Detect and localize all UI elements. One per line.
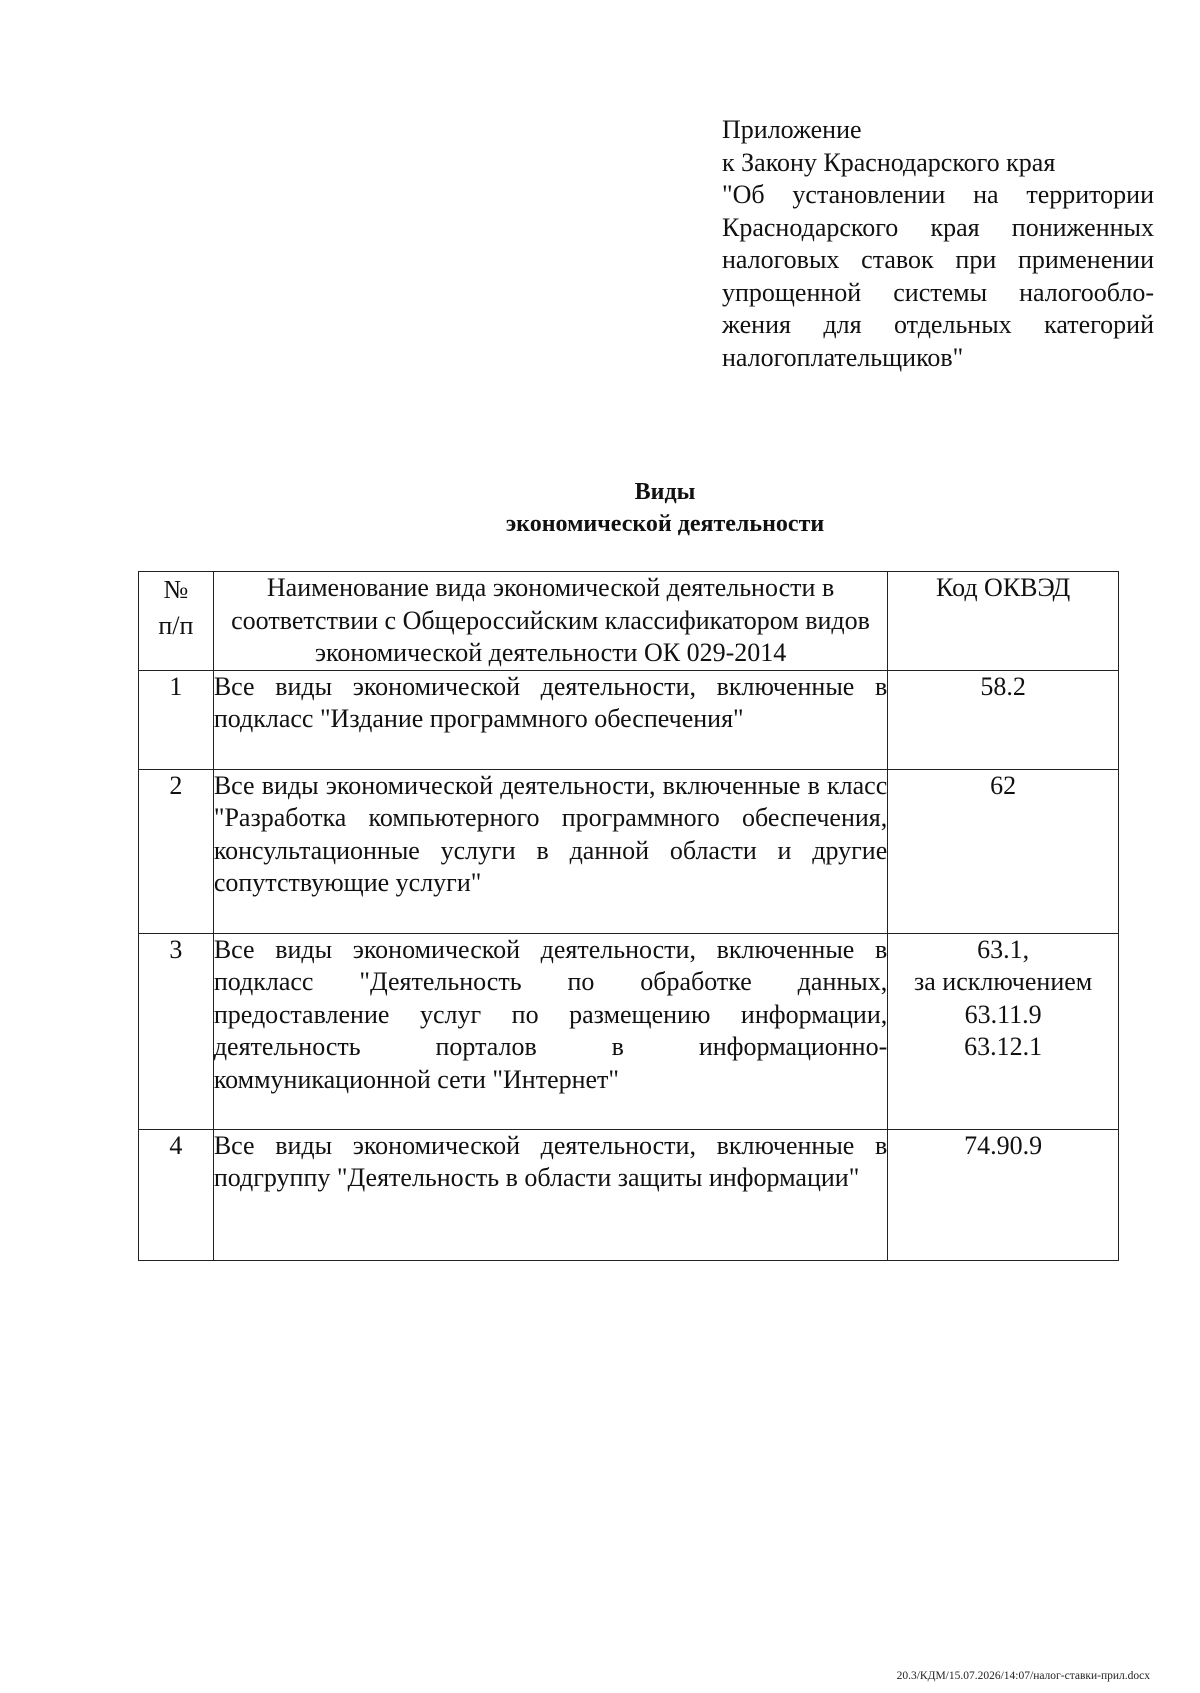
code-line: 63.11.9 [964, 999, 1042, 1029]
document-title [0, 476, 1200, 540]
activity-text: Все виды экономической деятельности, включенные в подкласс "Деятельность по обработке данных, предоставление услуг по размещению информации, деятельность порталов в информационно-коммуникационной сети "Интернет" [213, 934, 888, 1094]
row-number: 2 [139, 769, 214, 933]
header-number [139, 572, 214, 671]
document-footer: 20.3/КДМ/15.07.2026/14:07/налог-ставки-прил.docx [896, 1670, 1150, 1682]
activity-text: Все виды экономической деятельности, включенные в подгруппу "Деятельность в области защиты информации" [213, 1130, 888, 1192]
appendix-line: налоговых ставок при применении [722, 245, 1154, 274]
code-line: 58.2 [980, 671, 1026, 701]
appendix-line: Краснодарского края пониженных [722, 212, 1154, 242]
code-line: за исключением [914, 967, 1093, 996]
row-okved-code [888, 670, 1119, 769]
header-number-abbr: п/п [158, 611, 194, 640]
code-line: 63.1, [977, 934, 1030, 964]
row-okved-code [888, 1129, 1119, 1260]
activity-text: Все виды экономической деятельности, включенные в класс "Разработка компьютерного программного обеспечения, консультационные услуги в данной области и другие сопутствующие услуги" [213, 770, 888, 897]
code-line: 62 [990, 770, 1017, 800]
row-activity-name [213, 1129, 887, 1260]
header-number-symbol: № [163, 575, 189, 604]
appendix-line: "Об установлении на территории [722, 180, 1154, 209]
table-row [139, 670, 1119, 769]
code-line: 63.12.1 [964, 1032, 1043, 1061]
row-activity-name [213, 769, 887, 933]
appendix-block [722, 114, 1154, 374]
okved-table [138, 571, 1119, 1261]
appendix-line: Приложение [722, 115, 862, 144]
table-header-row [139, 572, 1119, 671]
appendix-line: налогоплательщиков" [722, 342, 964, 372]
appendix-line: к Закону Краснодарского края [722, 147, 1056, 177]
code-line: 74.90.9 [964, 1130, 1043, 1160]
title-line-1: Виды [634, 479, 696, 505]
appendix-line: жения для отдельных категорий [722, 310, 1154, 339]
row-okved-code [888, 933, 1119, 1129]
table-row [139, 769, 1119, 933]
row-number: 3 [139, 933, 214, 1129]
table-row [139, 933, 1119, 1129]
row-number: 4 [139, 1129, 214, 1260]
table-row [139, 1129, 1119, 1260]
header-activity-name: Наименование вида экономической деятельности в соответствии с Общероссийским классификатором видов экономической деятельности ОК 029-2014 [213, 572, 887, 671]
header-okved-code: Код ОКВЭД [888, 572, 1119, 671]
row-activity-name [213, 670, 887, 769]
appendix-line: упрощенной системы налогообло- [722, 277, 1154, 307]
row-number: 1 [139, 670, 214, 769]
row-activity-name [213, 933, 887, 1129]
title-line-2: экономической деятельности [505, 511, 825, 537]
row-okved-code [888, 769, 1119, 933]
activity-text: Все виды экономической деятельности, включенные в подкласс "Издание программного обеспечения" [213, 671, 888, 733]
